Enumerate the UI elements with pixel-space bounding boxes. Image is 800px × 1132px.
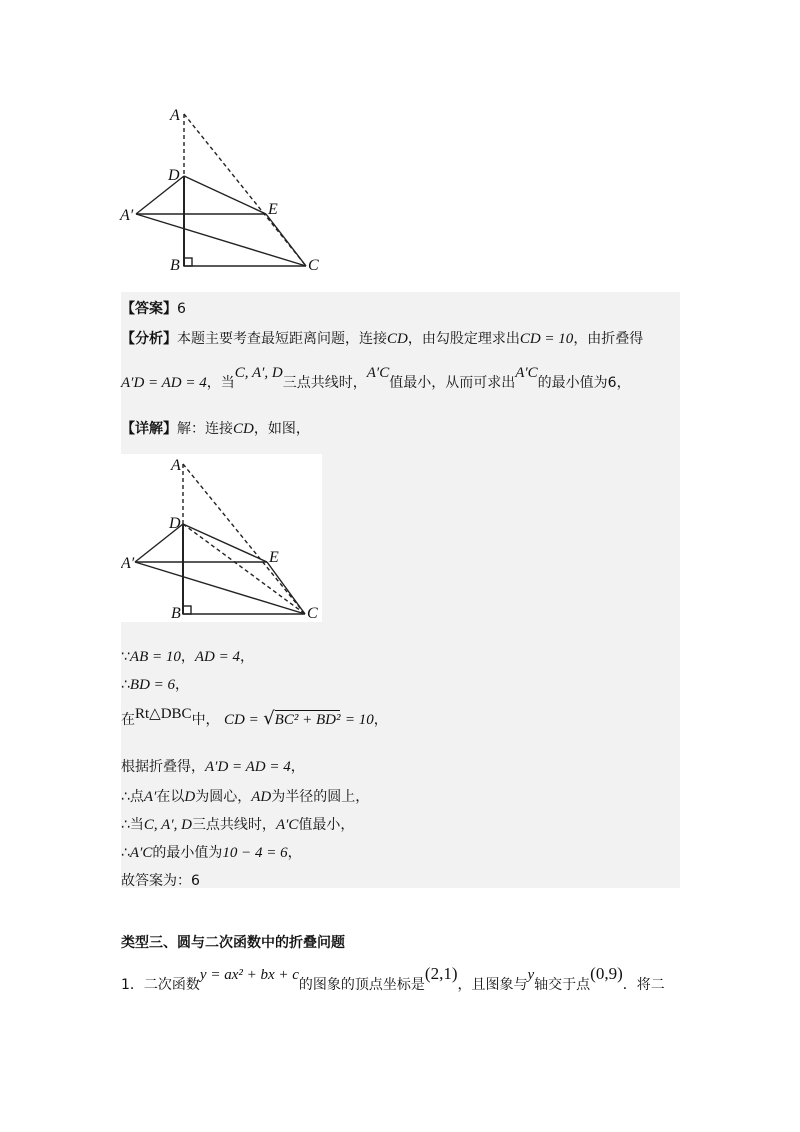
label-d: D <box>168 167 180 184</box>
label-c-2: C <box>307 605 318 622</box>
label-d-2: D <box>169 515 181 532</box>
label-e: E <box>268 201 278 218</box>
label-c: C <box>308 257 319 274</box>
question-1: 1．二次函数y = ax² + bx + c的图象的顶点坐标是(2,1)，且图象与y轴交于点(0,9)．将二 <box>121 964 665 993</box>
detail-line-1: 【详解】解：连接CD，如图， <box>121 421 310 437</box>
answer-value: 6 <box>177 301 186 317</box>
step-2: ∴BD = 6， <box>121 677 190 693</box>
label-b-2: B <box>171 605 181 622</box>
step-3: 在Rt△DBC中， CD = √BC² + BD² = 10， <box>121 706 388 729</box>
step-5: ∴点A′在以D为圆心，AD为半径的圆上， <box>121 789 370 805</box>
analysis-line-2: A′D = AD = 4，当C, A′, D三点共线时，A′C值最小，从而可求出A′C的最小值为6， <box>121 365 631 391</box>
label-e-2: E <box>269 549 279 566</box>
geometry-figure-2 <box>121 454 322 622</box>
label-a-prime-2: A′ <box>121 555 135 572</box>
edge-ac <box>136 214 306 266</box>
right-angle-mark <box>184 258 192 266</box>
step-4: 根据折叠得，A′D = AD = 4， <box>121 759 305 775</box>
final-answer: 故答案为：6 <box>121 873 200 889</box>
edge-de <box>184 176 266 214</box>
answer-tag: 【答案】 <box>121 301 177 317</box>
step-7: ∴A′C的最小值为10 − 4 = 6， <box>121 845 302 861</box>
analysis-line-1: 【分析】本题主要考查最短距离问题，连接CD，由勾股定理求出CD = 10，由折叠得 <box>121 331 644 347</box>
label-a-2: A <box>171 457 181 474</box>
edge-ec <box>266 214 306 266</box>
step-6: ∴当C, A′, D三点共线时，A′C值最小， <box>121 817 355 833</box>
step-1: ∵AB = 10，AD = 4， <box>121 649 254 665</box>
label-a-prime: A′ <box>120 207 134 224</box>
geometry-figure-1 <box>118 104 338 276</box>
label-b: B <box>170 257 180 274</box>
answer-panel <box>121 292 680 888</box>
section-title: 类型三、圆与二次函数中的折叠问题 <box>121 935 345 951</box>
label-a: A <box>170 107 180 124</box>
answer-line <box>121 298 186 318</box>
